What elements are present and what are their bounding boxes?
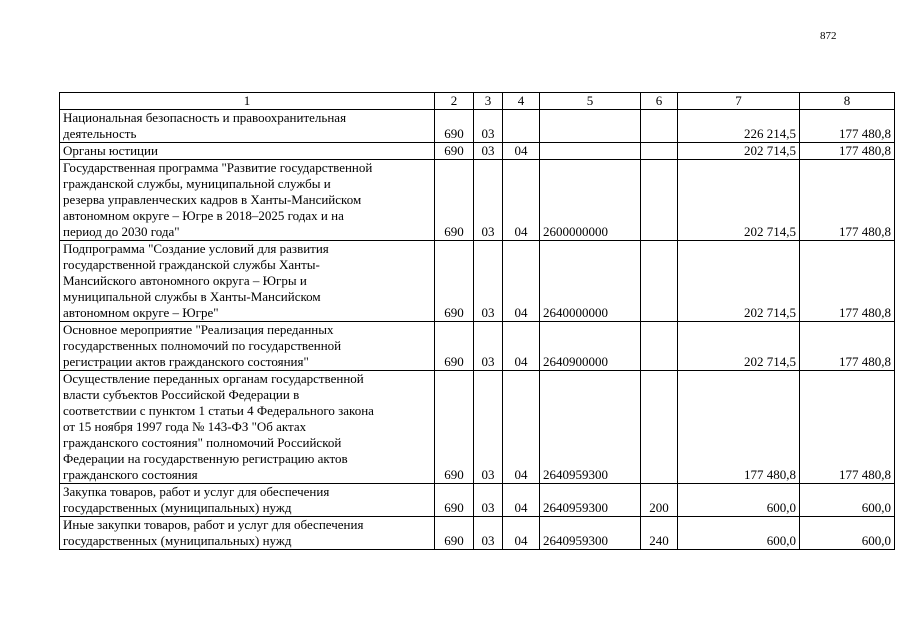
row-name-cell: Иные закупки товаров, работ и услуг для обеспечения государственных (муниципальных) нужд: [60, 517, 435, 550]
page-number: 872: [820, 30, 837, 42]
budget-table: [59, 92, 895, 550]
row-name-cell: Подпрограмма "Создание условий для развития государственной гражданской службы Ханты- Мансийского автономного округа – Югры и муниципальной службы в Ханты-Мансийском автономном округе – Югре": [60, 241, 435, 322]
row-amount-cell: 226 214,5: [678, 110, 800, 143]
row-section-cell: 03: [474, 110, 503, 143]
row-expense-type-cell: [641, 371, 678, 484]
table-row: [60, 371, 895, 484]
row-amount-cell: 600,0: [678, 484, 800, 517]
row-target-article-cell: 2640000000: [540, 241, 641, 322]
row-subsection-cell: 04: [503, 241, 540, 322]
row-code-cell: 690: [435, 241, 474, 322]
row-code-cell: 690: [435, 371, 474, 484]
table-row: [60, 241, 895, 322]
row-expense-type-cell: 200: [641, 484, 678, 517]
row-name-cell: Осуществление переданных органам государственной власти субъектов Российской Федерации в соответствии с пунктом 1 статьи 4 Федерального закона от 15 ноября 1997 года № 143-ФЗ "Об актах гражданского состояния" полномочий Российской Федерации на государственную регистрацию актов гражданского состояния: [60, 371, 435, 484]
table-row: [60, 110, 895, 143]
row-amount-cell: 177 480,8: [800, 143, 895, 160]
row-amount-cell: 202 714,5: [678, 241, 800, 322]
row-amount-cell: 600,0: [800, 484, 895, 517]
table-header-row: [60, 93, 895, 110]
row-expense-type-cell: 240: [641, 517, 678, 550]
row-amount-cell: 177 480,8: [800, 322, 895, 371]
row-amount-cell: 177 480,8: [800, 110, 895, 143]
header-cell: 2: [435, 93, 474, 110]
row-name-cell: Основное мероприятие "Реализация переданных государственных полномочий по государственной регистрации актов гражданского состояния": [60, 322, 435, 371]
row-subsection-cell: 04: [503, 143, 540, 160]
row-amount-cell: 177 480,8: [800, 241, 895, 322]
row-code-cell: 690: [435, 143, 474, 160]
row-target-article-cell: 2640959300: [540, 517, 641, 550]
row-target-article-cell: 2640900000: [540, 322, 641, 371]
header-cell: 8: [800, 93, 895, 110]
row-amount-cell: 600,0: [800, 517, 895, 550]
row-section-cell: 03: [474, 143, 503, 160]
table-row: [60, 143, 895, 160]
row-code-cell: 690: [435, 160, 474, 241]
row-expense-type-cell: [641, 160, 678, 241]
row-section-cell: 03: [474, 322, 503, 371]
row-section-cell: 03: [474, 371, 503, 484]
row-target-article-cell: [540, 110, 641, 143]
row-section-cell: 03: [474, 160, 503, 241]
row-code-cell: 690: [435, 517, 474, 550]
row-amount-cell: 177 480,8: [800, 160, 895, 241]
row-section-cell: 03: [474, 484, 503, 517]
row-amount-cell: 202 714,5: [678, 143, 800, 160]
row-subsection-cell: 04: [503, 484, 540, 517]
header-cell: 1: [60, 93, 435, 110]
row-name-cell: Национальная безопасность и правоохранительная деятельность: [60, 110, 435, 143]
table-row: [60, 517, 895, 550]
header-cell: 3: [474, 93, 503, 110]
row-name-cell: Государственная программа "Развитие государственной гражданской службы, муниципальной службы и резерва управленческих кадров в Ханты-Мансийском автономном округе – Югре в 2018–2025 годах и на период до 2030 года": [60, 160, 435, 241]
row-subsection-cell: 04: [503, 322, 540, 371]
row-expense-type-cell: [641, 110, 678, 143]
table-row: [60, 322, 895, 371]
row-subsection-cell: 04: [503, 517, 540, 550]
row-expense-type-cell: [641, 143, 678, 160]
row-code-cell: 690: [435, 110, 474, 143]
row-amount-cell: 202 714,5: [678, 160, 800, 241]
row-section-cell: 03: [474, 517, 503, 550]
header-cell: 6: [641, 93, 678, 110]
row-subsection-cell: 04: [503, 371, 540, 484]
row-amount-cell: 177 480,8: [800, 371, 895, 484]
row-expense-type-cell: [641, 322, 678, 371]
row-expense-type-cell: [641, 241, 678, 322]
header-cell: 5: [540, 93, 641, 110]
row-target-article-cell: [540, 143, 641, 160]
row-amount-cell: 177 480,8: [678, 371, 800, 484]
row-code-cell: 690: [435, 322, 474, 371]
row-name-cell: Органы юстиции: [60, 143, 435, 160]
row-subsection-cell: 04: [503, 160, 540, 241]
row-code-cell: 690: [435, 484, 474, 517]
row-section-cell: 03: [474, 241, 503, 322]
header-cell: 7: [678, 93, 800, 110]
row-target-article-cell: 2640959300: [540, 484, 641, 517]
header-cell: 4: [503, 93, 540, 110]
table-row: [60, 484, 895, 517]
table-row: [60, 160, 895, 241]
row-target-article-cell: 2640959300: [540, 371, 641, 484]
row-amount-cell: 600,0: [678, 517, 800, 550]
row-name-cell: Закупка товаров, работ и услуг для обеспечения государственных (муниципальных) нужд: [60, 484, 435, 517]
row-subsection-cell: [503, 110, 540, 143]
row-target-article-cell: 2600000000: [540, 160, 641, 241]
row-amount-cell: 202 714,5: [678, 322, 800, 371]
